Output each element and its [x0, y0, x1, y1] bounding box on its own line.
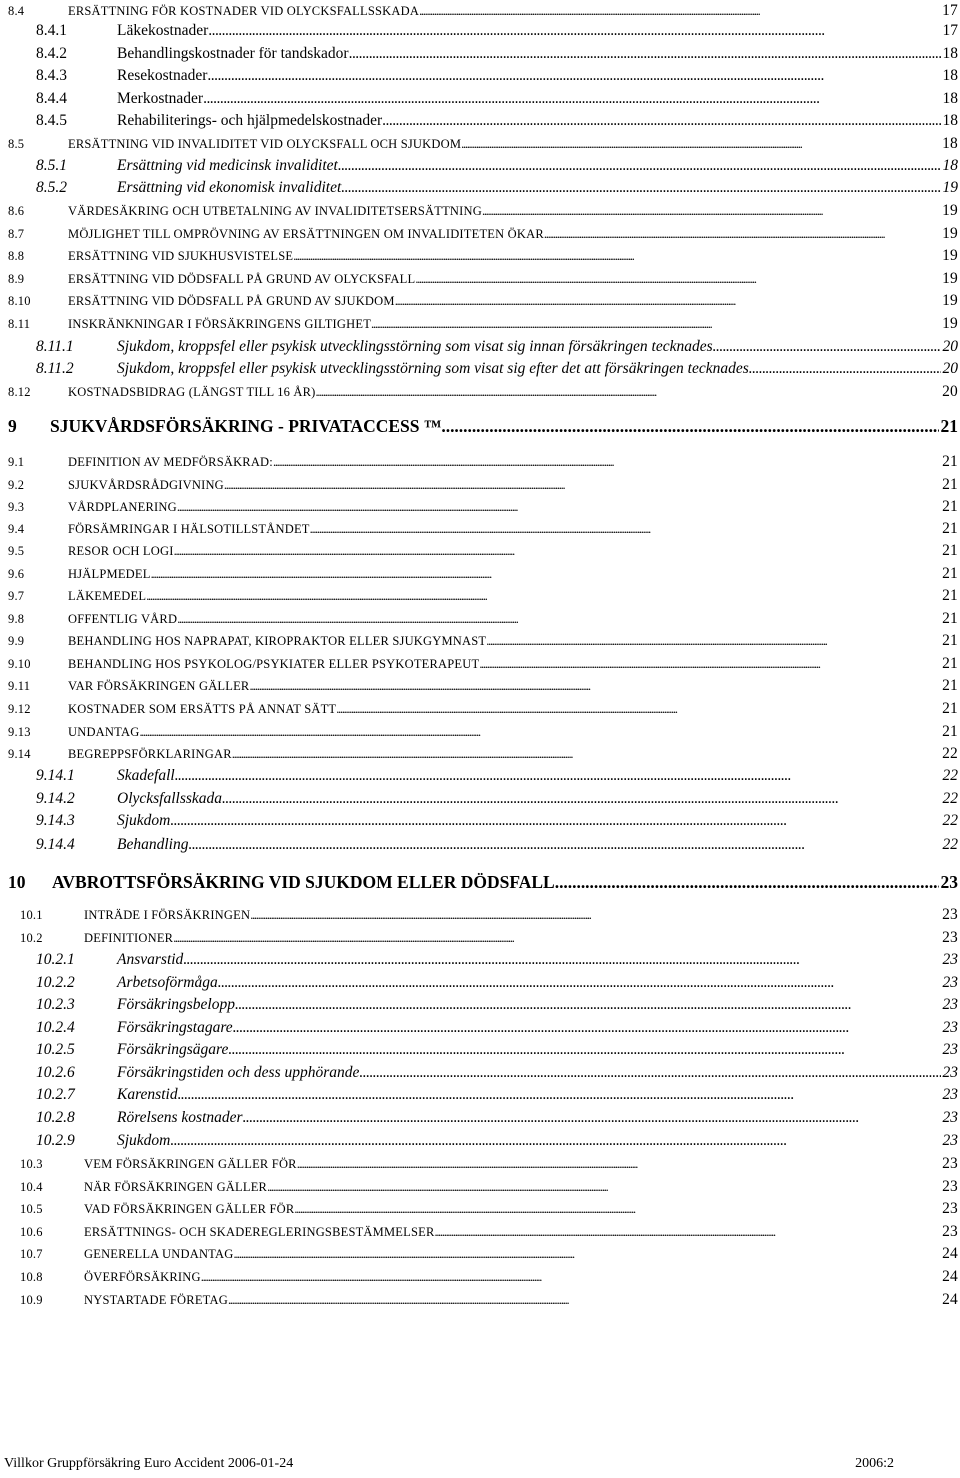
toc-dot-leader — [243, 1107, 941, 1129]
toc-entry[interactable] — [0, 653, 960, 675]
toc-dot-leader — [208, 20, 940, 42]
toc-entry-number: 10.8 — [20, 1270, 43, 1284]
toc-entry-page-number: 21 — [940, 416, 958, 436]
toc-entry[interactable] — [0, 834, 960, 856]
toc-entry-page-number: 23 — [942, 1041, 958, 1058]
toc-entry-number: 8.4.1 — [36, 22, 67, 39]
toc-entry-page-number: 18 — [942, 112, 958, 129]
toc-entry-page-number: 21 — [942, 632, 958, 649]
toc-entry-title: ERSÄTTNING VID DÖDSFALL PÅ GRUND AV OLYCKSFALL — [68, 272, 416, 286]
toc-entry-number: 10.2.7 — [36, 1086, 75, 1103]
toc-dot-leader — [207, 65, 940, 87]
toc-entry-title: KOSTNADSBIDRAG (LÄNGST TILL 16 ÅR) — [68, 385, 316, 399]
toc-entry-page-number: 21 — [942, 700, 958, 717]
toc-entry[interactable] — [0, 358, 960, 380]
toc-entry-title: LÄKEMEDEL — [68, 589, 147, 603]
toc-entry[interactable] — [0, 313, 960, 335]
toc-entry-title: Karenstid — [117, 1086, 178, 1103]
toc-entry-title: DEFINITION AV MEDFÖRSÄKRAD: — [68, 455, 273, 469]
toc-dot-leader — [233, 1017, 941, 1039]
toc-entry-number: 9.12 — [8, 702, 31, 716]
toc-entry-title: KOSTNADER SOM ERSÄTTS PÅ ANNAT SÄTT — [68, 702, 337, 716]
toc-entry-title: Sjukdom — [117, 812, 171, 829]
toc-entry-number: 8.12 — [8, 385, 31, 399]
toc-entry-title: ERSÄTTNING FÖR KOSTNADER VID OLYCKSFALLSSKADA — [68, 4, 420, 18]
toc-entry-title: Rehabiliterings- och hjälpmedelskostnader — [117, 112, 383, 129]
toc-entry[interactable] — [0, 1107, 960, 1129]
toc-entry-title: Rörelsens kostnader — [117, 1109, 243, 1126]
toc-dot-leader — [273, 451, 940, 473]
toc-entry-number: 10.1 — [20, 908, 43, 922]
toc-entry-number: 8.4.5 — [36, 112, 67, 129]
toc-entry-page-number: 21 — [942, 542, 958, 559]
toc-entry-title: VAR FÖRSÄKRINGEN GÄLLER — [68, 679, 250, 693]
toc-entry-page-number: 21 — [942, 453, 958, 470]
toc-entry-page-number: 20 — [942, 383, 958, 400]
toc-entry-title: BEHANDLING HOS NAPRAPAT, KIROPRAKTOR ELLER SJUKGYMNAST — [68, 634, 487, 648]
toc-entry-page-number: 18 — [942, 135, 958, 152]
toc-entry[interactable] — [0, 245, 960, 267]
toc-entry-number: 10.5 — [20, 1202, 43, 1216]
toc-dot-leader — [267, 1176, 940, 1198]
toc-entry[interactable] — [0, 1266, 960, 1288]
toc-entry-title: Resekostnader — [117, 67, 208, 84]
toc-entry-title: Försäkringstiden och dess upphörande — [117, 1064, 360, 1081]
toc-dot-leader — [170, 1130, 940, 1152]
toc-entry[interactable] — [0, 994, 960, 1016]
toc-dot-leader — [544, 223, 940, 245]
toc-dot-leader — [336, 698, 940, 720]
toc-entry[interactable] — [0, 1176, 960, 1198]
toc-entry-number: 10.2.1 — [36, 951, 75, 968]
toc-entry[interactable] — [0, 1198, 960, 1220]
toc-entry-page-number: 23 — [942, 1178, 958, 1195]
toc-entry-number: 9.10 — [8, 657, 31, 671]
toc-entry-number: 10.2.3 — [36, 996, 75, 1013]
toc-entry-number: 8.4 — [8, 4, 25, 18]
toc-entry-page-number: 23 — [942, 1064, 958, 1081]
toc-entry-page-number: 23 — [942, 1155, 958, 1172]
toc-dot-leader — [371, 313, 940, 335]
toc-entry-page-number: 24 — [942, 1268, 958, 1285]
toc-dot-leader — [218, 972, 941, 994]
toc-entry-number: 9 — [8, 416, 17, 436]
toc-entry-page-number: 24 — [942, 1245, 958, 1262]
toc-entry[interactable] — [0, 949, 960, 971]
toc-entry-page-number: 24 — [942, 1291, 958, 1308]
toc-entry[interactable] — [0, 1062, 960, 1084]
toc-entry-number: 9.2 — [8, 478, 25, 492]
toc-entry-number: 9.11 — [8, 679, 31, 693]
toc-entry-page-number: 23 — [942, 1109, 958, 1126]
toc-entry[interactable] — [0, 630, 960, 652]
toc-entry-page-number: 23 — [942, 974, 958, 991]
toc-entry-title: ERSÄTTNING VID INVALIDITET VID OLYCKSFALL OCH SJUKDOM — [68, 137, 462, 151]
toc-entry[interactable] — [0, 415, 960, 441]
toc-entry[interactable] — [0, 223, 960, 245]
toc-entry-title: AVBROTTSFÖRSÄKRING VID SJUKDOM ELLER DÖDSFALL — [52, 872, 555, 892]
toc-entry-number: 10.2.4 — [36, 1019, 75, 1036]
toc-entry[interactable] — [0, 1221, 960, 1243]
page-footer — [4, 1456, 894, 1472]
toc-entry-title: Behandling — [117, 836, 189, 853]
toc-dot-leader — [183, 949, 940, 971]
toc-entry-page-number: 19 — [942, 225, 958, 242]
toc-entry-page-number: 23 — [942, 1132, 958, 1149]
toc-dot-leader — [151, 563, 941, 585]
toc-entry[interactable] — [0, 336, 960, 358]
toc-entry[interactable] — [0, 88, 960, 110]
toc-entry-number: 9.14.3 — [36, 812, 75, 829]
toc-entry-title: VÄRDESÄKRING OCH UTBETALNING AV INVALIDITETSERSÄTTNING — [68, 204, 482, 218]
toc-entry-page-number: 23 — [942, 1223, 958, 1240]
toc-entry-title: INSKRÄNKNINGAR I FÖRSÄKRINGENS GILTIGHET — [68, 317, 372, 331]
toc-dot-leader — [294, 1198, 940, 1220]
toc-entry[interactable] — [0, 810, 960, 832]
toc-entry-page-number: 21 — [942, 587, 958, 604]
toc-entry-number: 8.5.1 — [36, 157, 67, 174]
toc-entry-page-number: 19 — [942, 315, 958, 332]
toc-entry-number: 10 — [8, 872, 26, 892]
toc-entry-page-number: 22 — [942, 836, 958, 853]
toc-dot-leader — [201, 1266, 940, 1288]
toc-dot-leader — [232, 743, 940, 765]
toc-entry-title: VÅRDPLANERING — [68, 500, 177, 514]
toc-entry-title: Ansvarstid — [117, 951, 184, 968]
toc-entry-page-number: 21 — [942, 565, 958, 582]
toc-entry-number: 9.6 — [8, 567, 25, 581]
toc-entry[interactable] — [0, 155, 960, 177]
toc-entry-page-number: 17 — [942, 22, 958, 39]
toc-entry[interactable] — [0, 721, 960, 743]
toc-entry-number: 9.14.2 — [36, 790, 75, 807]
toc-entry-number: 10.2.2 — [36, 974, 75, 991]
toc-entry-title: VEM FÖRSÄKRINGEN GÄLLER FÖR — [84, 1157, 297, 1171]
toc-entry-number: 8.11 — [8, 317, 31, 331]
toc-entry-number: 10.2.9 — [36, 1132, 75, 1149]
toc-entry-title: OFFENTLIG VÅRD — [68, 612, 178, 626]
toc-dot-leader — [461, 133, 940, 155]
toc-entry-number: 9.8 — [8, 612, 25, 626]
toc-entry-title: ÖVERFÖRSÄKRING — [84, 1270, 201, 1284]
toc-entry-page-number: 22 — [942, 745, 958, 762]
toc-entry[interactable] — [0, 608, 960, 630]
toc-entry-number: 8.11.1 — [36, 338, 74, 355]
toc-entry[interactable] — [0, 1243, 960, 1265]
toc-entry-title: Försäkringsbelopp — [117, 996, 235, 1013]
toc-entry-number: 8.7 — [8, 227, 25, 241]
toc-entry[interactable] — [0, 474, 960, 496]
toc-entry-page-number: 20 — [942, 338, 958, 355]
toc-entry-title: Läkekostnader — [117, 22, 209, 39]
toc-entry[interactable] — [0, 65, 960, 87]
toc-entry-title: ERSÄTTNINGS- OCH SKADEREGLERINGSBESTÄMMELSER — [84, 1225, 435, 1239]
toc-entry[interactable] — [0, 268, 960, 290]
toc-entry-title: BEHANDLING HOS PSYKOLOG/PSYKIATER ELLER PSYKOTERAPEUT — [68, 657, 480, 671]
toc-dot-leader — [341, 177, 940, 199]
toc-entry-page-number: 19 — [942, 270, 958, 287]
toc-dot-leader — [139, 721, 940, 743]
toc-entry-number: 10.2.5 — [36, 1041, 75, 1058]
toc-entry-page-number: 21 — [942, 520, 958, 537]
toc-entry[interactable] — [0, 788, 960, 810]
toc-entry-number: 8.5 — [8, 137, 25, 151]
toc-entry[interactable] — [0, 585, 960, 607]
toc-dot-leader — [486, 630, 940, 652]
toc-entry[interactable] — [0, 381, 960, 403]
toc-dot-leader — [173, 927, 940, 949]
toc-entry[interactable] — [0, 177, 960, 199]
toc-entry-page-number: 21 — [942, 476, 958, 493]
toc-entry-title: NYSTARTADE FÖRETAG — [84, 1293, 228, 1307]
toc-entry-title: SJUKVÅRDSFÖRSÄKRING - PRIVATACCESS ™ — [50, 416, 442, 436]
toc-entry[interactable] — [0, 200, 960, 222]
toc-entry-title: FÖRSÄMRINGAR I HÄLSOTILLSTÅNDET — [68, 522, 310, 536]
toc-entry[interactable] — [0, 290, 960, 312]
toc-entry-page-number: 23 — [942, 996, 958, 1013]
toc-entry-number: 10.2.8 — [36, 1109, 75, 1126]
toc-entry[interactable] — [0, 675, 960, 697]
toc-entry-number: 8.5.2 — [36, 179, 67, 196]
toc-entry-number: 8.6 — [8, 204, 25, 218]
toc-entry-page-number: 21 — [942, 677, 958, 694]
toc-entry[interactable] — [0, 20, 960, 42]
toc-dot-leader — [146, 585, 940, 607]
toc-entry-number: 9.9 — [8, 634, 25, 648]
toc-entry[interactable] — [0, 1084, 960, 1106]
toc-entry-title: GENERELLA UNDANTAG — [84, 1247, 234, 1261]
toc-entry-number: 8.4.3 — [36, 67, 67, 84]
toc-entry-page-number: 20 — [942, 360, 958, 377]
toc-entry-page-number: 18 — [942, 90, 958, 107]
toc-entry-page-number: 18 — [942, 157, 958, 174]
toc-dot-leader — [713, 336, 941, 358]
toc-dot-leader — [174, 540, 941, 562]
toc-entry[interactable] — [0, 1039, 960, 1061]
toc-entry-title: Behandlingskostnader för tandskador — [117, 45, 349, 62]
toc-dot-leader — [349, 43, 941, 65]
toc-dot-leader — [293, 245, 940, 267]
toc-entry[interactable] — [0, 0, 960, 22]
toc-entry-number: 9.1 — [8, 455, 25, 469]
toc-entry[interactable] — [0, 1130, 960, 1152]
toc-dot-leader — [224, 474, 940, 496]
toc-entry-page-number: 22 — [942, 790, 958, 807]
toc-entry[interactable] — [0, 904, 960, 926]
toc-dot-leader — [395, 290, 940, 312]
toc-entry-page-number: 17 — [942, 2, 958, 19]
toc-entry-title: Sjukdom, kroppsfel eller psykisk utvecklingsstörning som visat sig efter det att försäkringen tecknades — [117, 360, 749, 377]
toc-dot-leader — [250, 904, 940, 926]
toc-dot-leader — [359, 1062, 940, 1084]
toc-entry-page-number: 23 — [942, 1200, 958, 1217]
toc-entry[interactable] — [0, 927, 960, 949]
toc-entry-page-number: 19 — [942, 247, 958, 264]
toc-dot-leader — [203, 88, 940, 110]
toc-entry[interactable] — [0, 133, 960, 155]
toc-entry[interactable] — [0, 743, 960, 765]
toc-entry-title: VAD FÖRSÄKRINGEN GÄLLER FÖR — [84, 1202, 295, 1216]
toc-dot-leader — [170, 810, 940, 832]
toc-entry-number: 10.9 — [20, 1293, 43, 1307]
toc-dot-leader — [441, 415, 938, 437]
toc-entry-title: UNDANTAG — [68, 725, 140, 739]
toc-entry-title: Ersättning vid ekonomisk invaliditet — [117, 179, 342, 196]
toc-entry[interactable] — [0, 43, 960, 65]
toc-entry[interactable] — [0, 518, 960, 540]
toc-entry[interactable] — [0, 698, 960, 720]
toc-entry-title: Försäkringstagare — [117, 1019, 233, 1036]
toc-entry[interactable] — [0, 451, 960, 473]
toc-entry-page-number: 19 — [942, 202, 958, 219]
toc-entry-number: 9.14 — [8, 747, 31, 761]
toc-dot-leader — [228, 1289, 940, 1311]
toc-entry-title: Skadefall — [117, 767, 175, 784]
toc-dot-leader — [479, 653, 940, 675]
toc-entry-page-number: 21 — [942, 723, 958, 740]
toc-entry-page-number: 18 — [942, 45, 958, 62]
toc-entry-title: Ersättning vid medicinsk invaliditet — [117, 157, 338, 174]
toc-dot-leader — [178, 1084, 941, 1106]
toc-dot-leader — [415, 268, 940, 290]
toc-entry[interactable] — [0, 563, 960, 585]
toc-entry-title: INTRÄDE I FÖRSÄKRINGEN — [84, 908, 251, 922]
toc-entry-page-number: 23 — [942, 1086, 958, 1103]
toc-entry-number: 8.10 — [8, 294, 31, 308]
toc-entry-number: 10.7 — [20, 1247, 43, 1261]
toc-dot-leader — [434, 1221, 940, 1243]
toc-entry-title: Sjukdom — [117, 1132, 171, 1149]
toc-entry-number: 9.5 — [8, 544, 25, 558]
toc-entry-number: 10.6 — [20, 1225, 43, 1239]
toc-entry-title: HJÄLPMEDEL — [68, 567, 151, 581]
toc-entry-number: 8.8 — [8, 249, 25, 263]
toc-entry[interactable] — [0, 110, 960, 132]
toc-entry-number: 9.14.4 — [36, 836, 75, 853]
toc-dot-leader — [188, 834, 940, 856]
toc-entry-number: 8.4.4 — [36, 90, 67, 107]
toc-entry-page-number: 23 — [940, 872, 958, 892]
toc-dot-leader — [235, 994, 941, 1016]
toc-entry-number: 9.3 — [8, 500, 25, 514]
toc-dot-leader — [177, 496, 940, 518]
toc-entry-page-number: 19 — [942, 292, 958, 309]
toc-entry-page-number: 18 — [942, 67, 958, 84]
toc-entry-title: ERSÄTTNING VID DÖDSFALL PÅ GRUND AV SJUKDOM — [68, 294, 395, 308]
toc-entry-page-number: 21 — [942, 610, 958, 627]
toc-entry-page-number: 21 — [942, 655, 958, 672]
toc-entry-title: Sjukdom, kroppsfel eller psykisk utvecklingsstörning som visat sig innan försäkringen tecknades — [117, 338, 713, 355]
toc-dot-leader — [382, 110, 940, 132]
toc-entry-number: 9.7 — [8, 589, 25, 603]
toc-dot-leader — [177, 608, 940, 630]
toc-entry-title: SJUKVÅRDSRÅDGIVNING — [68, 478, 224, 492]
toc-entry[interactable] — [0, 540, 960, 562]
toc-entry-title: RESOR OCH LOGI — [68, 544, 174, 558]
toc-dot-leader — [222, 788, 940, 810]
toc-dot-leader — [233, 1243, 940, 1265]
toc-entry-title: MÖJLIGHET TILL OMPRÖVNING AV ERSÄTTNINGEN OM INVALIDITETEN ÖKAR — [68, 227, 544, 241]
toc-entry[interactable] — [0, 972, 960, 994]
toc-entry-title: Försäkringsägare — [117, 1041, 229, 1058]
toc-dot-leader — [749, 358, 941, 380]
toc-entry-title: Arbetsoförmåga — [117, 974, 218, 991]
toc-entry[interactable] — [0, 1289, 960, 1311]
toc-entry-title: BEGREPPSFÖRKLARINGAR — [68, 747, 232, 761]
toc-dot-leader — [338, 155, 941, 177]
toc-entry-title: Olycksfallsskada — [117, 790, 223, 807]
toc-entry-title: DEFINITIONER — [84, 931, 174, 945]
toc-entry-page-number: 23 — [942, 929, 958, 946]
toc-entry-number: 10.3 — [20, 1157, 43, 1171]
toc-dot-leader — [310, 518, 940, 540]
footer-document-title: Villkor Gruppförsäkring Euro Accident 2006-01-24 — [4, 1456, 294, 1471]
toc-entry[interactable] — [0, 1153, 960, 1175]
toc-entry-number: 8.4.2 — [36, 45, 67, 62]
toc-entry-page-number: 23 — [942, 906, 958, 923]
toc-entry-page-number: 23 — [942, 1019, 958, 1036]
toc-entry-number: 8.11.2 — [36, 360, 74, 377]
toc-entry[interactable] — [0, 871, 960, 897]
toc-entry-page-number: 22 — [942, 767, 958, 784]
toc-entry[interactable] — [0, 496, 960, 518]
toc-entry-page-number: 19 — [942, 179, 958, 196]
toc-dot-leader — [175, 765, 941, 787]
toc-entry-title: NÄR FÖRSÄKRINGEN GÄLLER — [84, 1180, 268, 1194]
toc-dot-leader — [555, 871, 939, 893]
toc-entry-number: 9.13 — [8, 725, 31, 739]
toc-entry-page-number: 21 — [942, 498, 958, 515]
toc-dot-leader — [482, 200, 940, 222]
toc-entry-number: 8.9 — [8, 272, 25, 286]
toc-entry-number: 10.4 — [20, 1180, 43, 1194]
toc-entry-page-number: 23 — [942, 951, 958, 968]
toc-entry[interactable] — [0, 1017, 960, 1039]
toc-entry[interactable] — [0, 765, 960, 787]
toc-entry-number: 10.2.6 — [36, 1064, 75, 1081]
toc-entry-number: 9.14.1 — [36, 767, 75, 784]
toc-entry-page-number: 22 — [942, 812, 958, 829]
toc-entry-title: ERSÄTTNING VID SJUKHUSVISTELSE — [68, 249, 294, 263]
toc-entry-number: 10.2 — [20, 931, 43, 945]
footer-version: 2006:2 — [855, 1456, 894, 1471]
toc-entry-number: 9.4 — [8, 522, 25, 536]
toc-entry-title: Merkostnader — [117, 90, 204, 107]
toc-dot-leader — [249, 675, 940, 697]
toc-dot-leader — [316, 381, 941, 403]
toc-dot-leader — [297, 1153, 940, 1175]
toc-dot-leader — [419, 0, 940, 22]
toc-dot-leader — [228, 1039, 940, 1061]
